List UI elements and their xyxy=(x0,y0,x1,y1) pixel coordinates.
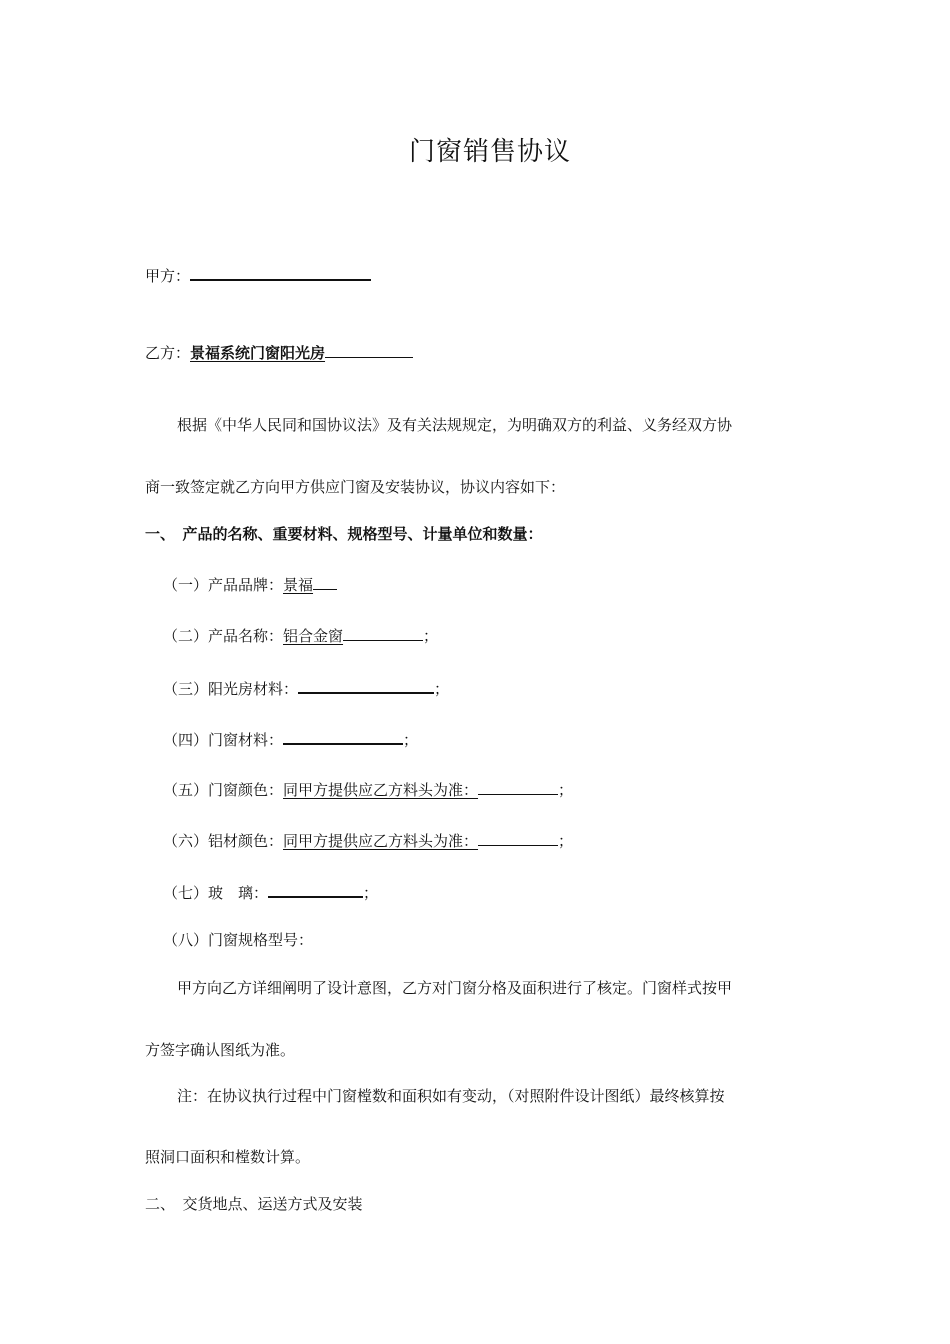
item-2 xyxy=(163,624,438,646)
note-line-1: 注：在协议执行过程中门窗樘数和面积如有变动，（对照附件设计图纸）最终核算按 xyxy=(177,1087,725,1105)
item-5 xyxy=(163,778,573,800)
item-6-blank xyxy=(478,829,558,846)
item-2-blank xyxy=(343,624,423,641)
item-1-blank xyxy=(313,573,337,590)
party-a-blank xyxy=(190,263,371,281)
party-a-line xyxy=(145,263,371,286)
spec-line-1: 甲方向乙方详细阐明了设计意图，乙方对门窗分格及面积进行了核定。门窗样式按甲 xyxy=(177,979,733,997)
item-4-label: （四）门窗材料： xyxy=(163,731,284,749)
item-7 xyxy=(163,880,378,903)
intro-line-1: 根据《中华人民同和国协议法》及有关法规规定，为明确双方的利益、义务经双方协 xyxy=(177,416,733,434)
item-3-semicolon: ； xyxy=(434,680,450,698)
item-8: （八）门窗规格型号： xyxy=(163,931,314,949)
item-4 xyxy=(163,727,418,750)
item-3-blank xyxy=(298,676,434,694)
item-5-semicolon: ； xyxy=(558,781,574,799)
item-2-value: 铝合金窗 xyxy=(283,627,344,645)
note-line-2: 照洞口面积和樘数计算。 xyxy=(145,1148,311,1166)
page-title: 门窗销售协议 xyxy=(408,137,571,167)
item-3-label: （三）阳光房材料： xyxy=(163,680,299,698)
spec-line-2: 方签字确认图纸为准。 xyxy=(145,1041,296,1059)
section-1-heading: 一、 产品的名称、重要材料、规格型号、计量单位和数量： xyxy=(145,525,543,543)
item-1-label: （一）产品品牌： xyxy=(163,576,284,594)
item-7-label: （七）玻 璃： xyxy=(163,884,269,902)
item-6-value: 同甲方提供应乙方料头为准： xyxy=(283,832,479,850)
item-5-blank xyxy=(478,778,558,795)
item-7-blank xyxy=(268,880,363,898)
item-7-semicolon: ； xyxy=(363,884,379,902)
item-5-label: （五）门窗颜色： xyxy=(163,781,284,799)
party-b-value: 景福系统门窗阳光房 xyxy=(190,344,326,362)
item-3 xyxy=(163,676,449,699)
item-1-value: 景福 xyxy=(283,576,314,594)
item-1 xyxy=(163,573,337,595)
item-5-value: 同甲方提供应乙方料头为准： xyxy=(283,781,479,799)
item-6-semicolon: ； xyxy=(558,832,574,850)
section-2-heading: 二、 交货地点、运送方式及安装 xyxy=(145,1195,363,1213)
item-2-semicolon: ； xyxy=(423,627,439,645)
intro-line-2: 商一致签定就乙方向甲方供应门窗及安装协议，协议内容如下： xyxy=(145,478,566,496)
party-b-line xyxy=(145,341,413,363)
item-2-label: （二）产品名称： xyxy=(163,627,284,645)
item-6-label: （六）铝材颜色： xyxy=(163,832,284,850)
party-b-blank xyxy=(325,341,413,358)
item-6 xyxy=(163,829,573,851)
item-4-semicolon: ； xyxy=(403,731,419,749)
party-a-label: 甲方： xyxy=(145,267,191,285)
party-b-label: 乙方： xyxy=(145,344,191,362)
item-4-blank xyxy=(283,727,403,745)
